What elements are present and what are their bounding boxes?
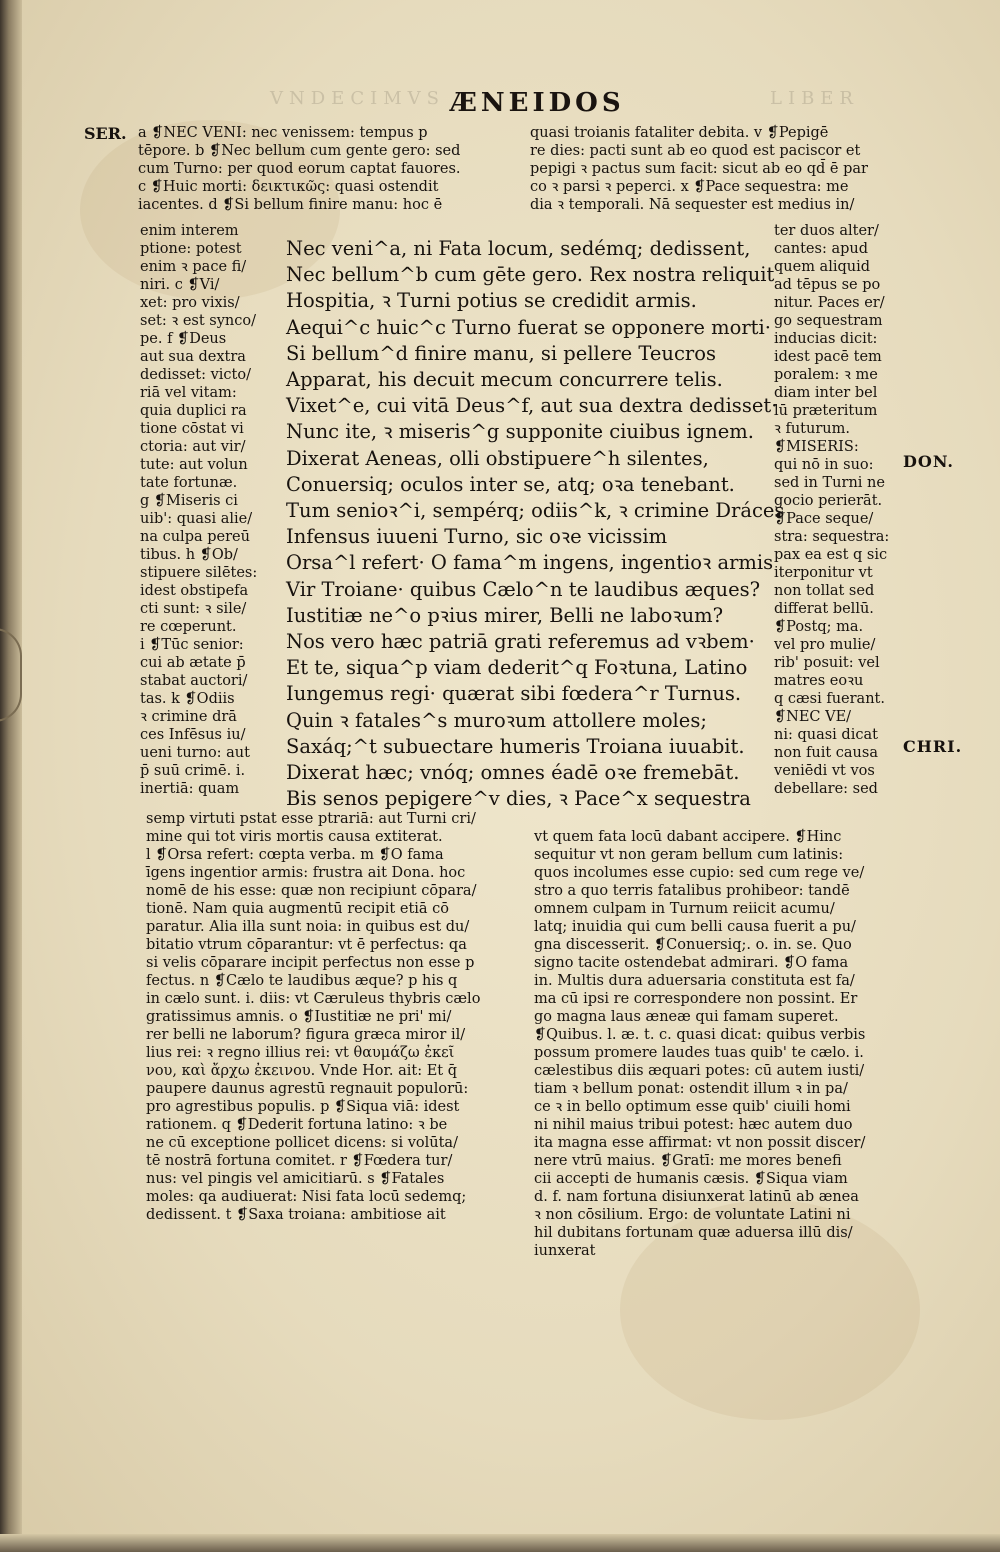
commentary-line: lū præteritum: [774, 403, 878, 419]
commentary-line: matres eoꝛu: [774, 673, 864, 689]
verse-line: Nunc ite, ꝛ miseris^g supponite ciuibus ignem.: [286, 420, 754, 444]
commentary-bottom-left: [146, 810, 526, 1224]
commentary-line: tiam ꝛ bellum ponat: ostendit illum ꝛ in pa/: [534, 1081, 848, 1097]
commentary-line: xet: pro vixis/: [140, 295, 240, 311]
commentary-line: l ❡Orsa refert: cœpta verba. m ❡O fama: [146, 847, 444, 863]
commentary-line: mine qui tot viris mortis causa extiterat.: [146, 829, 443, 845]
commentary-line: cti sunt: ꝛ sile/: [140, 601, 247, 617]
commentary-line: stro a quo terris fatalibus prohibeor: tandē: [534, 883, 850, 899]
commentary-top-right: [530, 124, 900, 214]
commentary-line: cantes: apud: [774, 241, 868, 257]
commentary-line: ces Infēsus iu/: [140, 727, 246, 743]
commentary-line: stipuere silētes:: [140, 565, 258, 581]
verse-line: Orsa^l refert· O fama^m ingens, ingentioꝛ armis: [286, 551, 774, 575]
commentary-line: ma cū ipsi re correspondere non possint. Er: [534, 991, 858, 1007]
verse-line: Saxáq;^t subuectare humeris Troiana iuuabit.: [286, 734, 745, 758]
margin-label-donatus: DON.: [903, 452, 954, 471]
commentary-line: ctoria: aut vir/: [140, 439, 246, 455]
commentary-line: ꝛ crimine drā: [140, 709, 237, 725]
commentary-line: uib': quasi alie/: [140, 511, 253, 527]
verse-line: Infensus iuueni Turno, sic oꝛe vicissim: [286, 525, 668, 549]
verse-line: Aequi^c huic^c Turno fuerat se opponere morti·: [286, 315, 771, 339]
commentary-line: stra: sequestra:: [774, 529, 890, 545]
verse-line: Iungemus regi· quærat sibi fœdera^r Turnus.: [286, 682, 742, 706]
commentary-line: p̄ suū crimē. i.: [140, 763, 246, 779]
commentary-line: ueni turno: aut: [140, 745, 250, 761]
commentary-top-left: [138, 124, 528, 214]
commentary-line: quasi troianis fataliter debita. v ❡Pepigē: [530, 125, 829, 141]
commentary-line: go magna laus æneæ qui famam superet.: [534, 1009, 839, 1025]
commentary-bottom-right: [534, 828, 904, 1260]
commentary-line: ita magna esse affirmat: vt non possit discer/: [534, 1135, 866, 1151]
commentary-line: tione cōstat vi: [140, 421, 244, 437]
commentary-line: moles: qa audiuerat: Nisi fata locū sedemq;: [146, 1189, 467, 1205]
commentary-line: cum Turno: per quod eorum captat fauores.: [138, 161, 461, 177]
commentary-line: vt quem fata locū dabant accipere. ❡Hinc: [534, 829, 842, 845]
commentary-line: quia duplici ra: [140, 403, 247, 419]
commentary-line: dedisset: victo/: [140, 367, 251, 383]
commentary-line: iunxerat: [534, 1243, 596, 1259]
commentary-line: dedissent. t ❡Saxa troiana: ambitiose ait: [146, 1207, 446, 1223]
commentary-line: fectus. n ❡Cælo te laudibus æque? p his q: [146, 973, 458, 989]
commentary-line: omnem culpam in Turnum reiicit acumu/: [534, 901, 835, 917]
commentary-line: inducias dicit:: [774, 331, 878, 347]
commentary-line: semp virtuti pstat esse ptrariā: aut Turni cri/: [146, 811, 476, 827]
commentary-line: ꝛ non cōsilium. Ergo: de voluntate Latini ni: [534, 1207, 851, 1223]
commentary-line: ni nihil maius tribui potest: hæc autem duo: [534, 1117, 853, 1133]
commentary-line: in. Multis dura aduersaria constituta est fa/: [534, 973, 855, 989]
commentary-line: set: ꝛ est synco/: [140, 313, 256, 329]
commentary-line: rer belli ne laborum? figura græca miror il/: [146, 1027, 466, 1043]
margin-label-christophorus: CHRI.: [903, 737, 963, 756]
verse-line: Quin ꝛ fatales^s muroꝛum attollere moles;: [286, 708, 707, 732]
verse-line: Hospitia, ꝛ Turni potius se credidit armis.: [286, 289, 697, 313]
verse-line: Conuersiq; oculos inter se, atq; oꝛa tenebant.: [286, 472, 735, 496]
verse-line: Vixet^e, cui vitā Deus^f, aut sua dextra dedisset·: [286, 394, 778, 418]
commentary-line: lius rei: ꝛ regno illius rei: vt θαυμάζω ἐκεῖ: [146, 1045, 455, 1061]
commentary-line: debellare: sed: [774, 781, 878, 797]
commentary-line: vel pro mulie/: [774, 637, 876, 653]
commentary-line: cælestibus diis æquari potes: cū autem iusti/: [534, 1063, 865, 1079]
commentary-line: pax ea est q sic: [774, 547, 888, 563]
commentary-line: nomē de his esse: quæ non recipiunt cōpara/: [146, 883, 477, 899]
verse-line: Bis senos pepigere^v dies, ꝛ Pace^x sequestra: [286, 787, 751, 811]
commentary-line: veniēdi vt vos: [774, 763, 875, 779]
commentary-line: cii accepti de humanis cæsis. ❡Siqua viam: [534, 1171, 848, 1187]
commentary-line: sequitur vt non geram bellum cum latinis:: [534, 847, 844, 863]
commentary-line: ne cū exceptione pollicet dicens: si volūta/: [146, 1135, 458, 1151]
bleed-through-heading-right: LIBER: [770, 88, 859, 109]
commentary-right-margin: [774, 222, 899, 798]
commentary-line: īgens ingentior armis: frustra ait Dona. hoc: [146, 865, 466, 881]
commentary-line: latq; inuidia qui cum belli causa fuerit a pu/: [534, 919, 856, 935]
commentary-line: ❡Quibus. l. æ. t. c. quasi dicat: quibus verbis: [534, 1027, 866, 1043]
commentary-line: enim interem: [140, 223, 239, 239]
commentary-line: ꝛ futurum.: [774, 421, 850, 437]
commentary-line: gocio perierāt.: [774, 493, 883, 509]
commentary-line: co ꝛ parsi ꝛ peperci. x ❡Pace sequestra: me: [530, 179, 849, 195]
commentary-line: rationem. q ❡Dederit fortuna latino: ꝛ be: [146, 1117, 448, 1133]
commentary-line: cui ab ætate p̄: [140, 655, 246, 671]
commentary-line: pepigi ꝛ pactus sum facit: sicut ab eo qd̄ ē par: [530, 161, 868, 177]
commentary-line: diam inter bel: [774, 385, 878, 401]
commentary-line: qui nō in suo:: [774, 457, 874, 473]
commentary-line: bitatio vtrum cōparantur: vt ē perfectus: qa: [146, 937, 467, 953]
commentary-line: aut sua dextra: [140, 349, 246, 365]
commentary-line: tē nostrā fortuna comitet. r ❡Fœdera tur/: [146, 1153, 453, 1169]
verse-line: Apparat, his decuit mecum concurrere telis.: [286, 368, 723, 392]
commentary-line: stabat auctori/: [140, 673, 248, 689]
commentary-line: riā vel vitam:: [140, 385, 237, 401]
commentary-line: na culpa pereū: [140, 529, 250, 545]
bleed-through-heading-left: VNDECIMVS: [270, 88, 445, 109]
commentary-line: differat bellū.: [774, 601, 874, 617]
commentary-line: g ❡Miseris ci: [140, 493, 238, 509]
commentary-line: sed in Turni ne: [774, 475, 885, 491]
page-binding-edge: [0, 0, 22, 1552]
commentary-line: νου, καὶ ἄρχω ἐκεινου. Vnde Hor. ait: Et q̄: [146, 1063, 457, 1079]
commentary-line: i ❡Tūc senior:: [140, 637, 244, 653]
verse-line: Nec bellum^b cum gēte gero. Rex nostra reliquit: [286, 263, 775, 287]
page-bottom-edge: [0, 1534, 1000, 1552]
commentary-line: ❡NEC VE/: [774, 709, 852, 725]
commentary-line: ❡Postq; ma.: [774, 619, 864, 635]
commentary-line: re cœperunt.: [140, 619, 237, 635]
verse-line: Dixerat Aeneas, olli obstipuere^h silentes,: [286, 446, 709, 470]
commentary-line: tas. k ❡Odiis: [140, 691, 235, 707]
commentary-line: poralem: ꝛ me: [774, 367, 878, 383]
verse-line: Et te, siqua^p viam dederit^q Foꝛtuna, Latino: [286, 656, 748, 680]
commentary-line: ce ꝛ in bello optimum esse quib' ciuili homi: [534, 1099, 851, 1115]
commentary-line: in cælo sunt. i. diis: vt Cæruleus thybris cælo: [146, 991, 481, 1007]
running-head: ÆNEIDOS: [450, 88, 625, 118]
commentary-line: enim ꝛ pace fi/: [140, 259, 247, 275]
commentary-line: non fuit causa: [774, 745, 878, 761]
commentary-line: signo tacite ostendebat admirari. ❡O fama: [534, 955, 849, 971]
commentary-line: pe. f ❡Deus: [140, 331, 227, 347]
verse-line: Nos vero hæc patriā grati referemus ad vꝛbem·: [286, 630, 755, 654]
verse-line: Tum senioꝛ^i, sempérq; odiis^k, ꝛ crimine Dráces: [286, 499, 785, 523]
commentary-line: tibus. h ❡Ob/: [140, 547, 238, 563]
commentary-line: ❡Pace seque/: [774, 511, 874, 527]
commentary-line: possum promere laudes tuas quib' te cælo. i.: [534, 1045, 864, 1061]
commentary-line: quem aliquid: [774, 259, 871, 275]
commentary-line: ptione: potest: [140, 241, 242, 257]
commentary-left-margin: [140, 222, 275, 798]
verse-line: Dixerat hæc; vnóq; omnes éadē oꝛe fremebāt.: [286, 761, 740, 785]
commentary-line: nere vtrū maius. ❡Gratī: me mores benefi: [534, 1153, 842, 1169]
commentary-line: d. f. nam fortuna disiunxerat latinū ab ænea: [534, 1189, 859, 1205]
commentary-line: non tollat sed: [774, 583, 875, 599]
commentary-line: tionē. Nam quia augmentū recipit etiā cō: [146, 901, 450, 917]
commentary-line: nus: vel pingis vel amicitiarū. s ❡Fatales: [146, 1171, 445, 1187]
commentary-line: ter duos alter/: [774, 223, 879, 239]
commentary-line: c ❡Huic morti: δεικτικῶς: quasi ostendit: [138, 179, 439, 195]
commentary-line: inertiā: quam: [140, 781, 240, 797]
commentary-line: idest pacē tem: [774, 349, 882, 365]
verse-line: Vir Troiane· quibus Cælo^n te laudibus æques?: [286, 577, 761, 601]
commentary-line: idest obstipefa: [140, 583, 249, 599]
commentary-line: ni: quasi dicat: [774, 727, 878, 743]
commentary-line: niri. c ❡Vi/: [140, 277, 220, 293]
verse-line: Nec veni^a, ni Fata locum, sedémq; dedissent,: [286, 237, 751, 260]
commentary-line: si velis cōparare incipit perfectus non esse p: [146, 955, 475, 971]
commentary-line: ❡MISERIS:: [774, 439, 859, 455]
commentator-label-servius: SER.: [84, 124, 127, 143]
commentary-line: tute: aut volun: [140, 457, 248, 473]
verse-text-block: [286, 236, 785, 812]
commentary-line: tēpore. b ❡Nec bellum cum gente gero: sed: [138, 143, 461, 159]
commentary-line: gna discesserit. ❡Conuersiq;. o. in. se. Quo: [534, 937, 852, 953]
commentary-line: quos incolumes esse cupio: sed cum rege ve/: [534, 865, 865, 881]
commentary-line: go sequestram: [774, 313, 883, 329]
commentary-line: ad tēpus se po: [774, 277, 881, 293]
commentary-line: a ❡NEC VENI: nec venissem: tempus p: [138, 125, 428, 141]
commentary-line: hil dubitans fortunam quæ aduersa illū dis/: [534, 1225, 853, 1241]
commentary-line: gratissimus amnis. o ❡Iustitiæ ne pri' mi/: [146, 1009, 452, 1025]
commentary-line: re dies: pacti sunt ab eo quod est paciscor et: [530, 143, 861, 159]
commentary-line: iacentes. d ❡Si bellum finire manu: hoc ē: [138, 197, 443, 213]
commentary-line: iterponitur vt: [774, 565, 873, 581]
commentary-line: dia ꝛ temporali. Nā sequester est medius in/: [530, 197, 855, 213]
commentary-line: paupere daunus agrestū regnauit populorū:: [146, 1081, 469, 1097]
commentary-line: paratur. Alia illa sunt noia: in quibus est du/: [146, 919, 470, 935]
commentary-line: pro agrestibus populis. p ❡Siqua viā: idest: [146, 1099, 460, 1115]
commentary-line: tate fortunæ.: [140, 475, 238, 491]
verse-line: Iustitiæ ne^o pꝛius mirer, Belli ne laboꝛum?: [286, 603, 724, 627]
commentary-line: nitur. Paces er/: [774, 295, 885, 311]
verse-line: Si bellum^d finire manu, si pellere Teucros: [286, 341, 716, 365]
commentary-line: q cæsi fuerant.: [774, 691, 885, 707]
commentary-line: rib' posuit: vel: [774, 655, 880, 671]
